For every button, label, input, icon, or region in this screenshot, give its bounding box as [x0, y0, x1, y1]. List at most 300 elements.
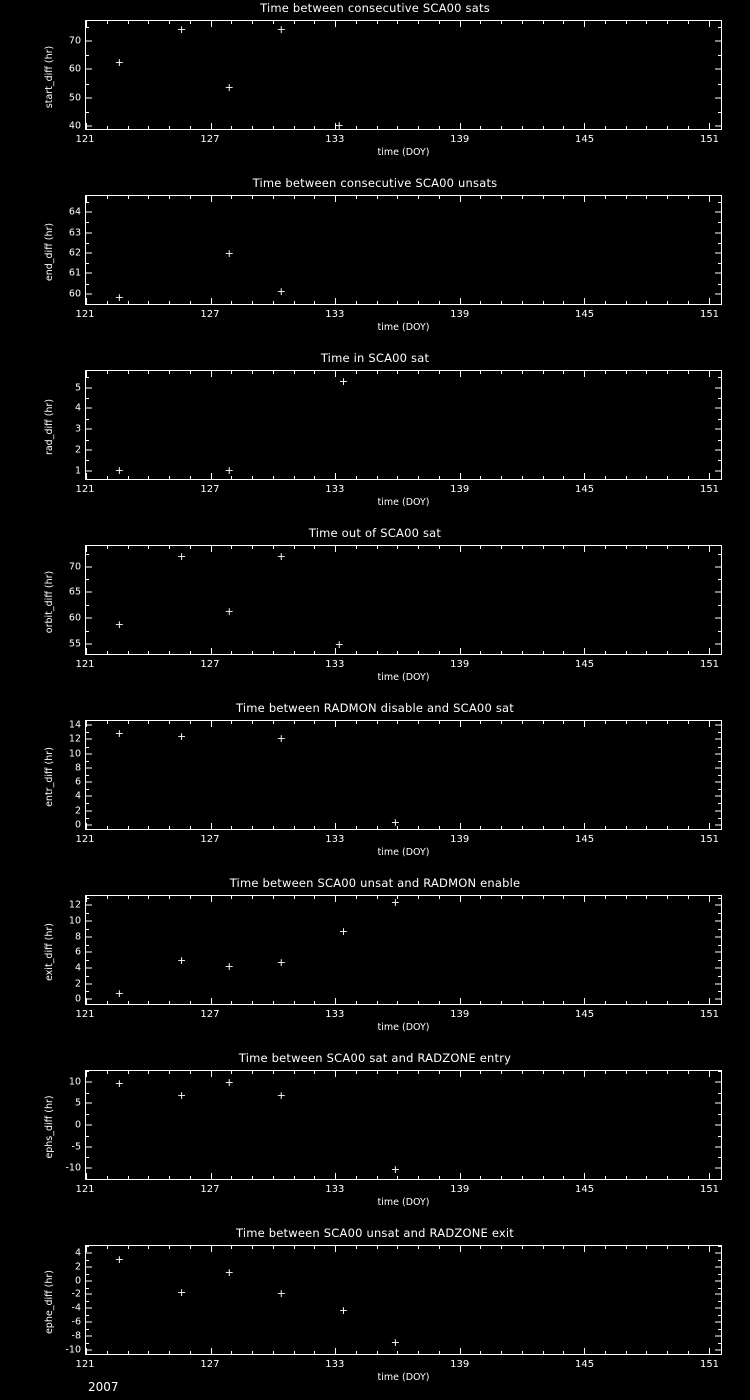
x-axis-minor-tick [231, 21, 232, 24]
data-point-marker [177, 732, 186, 741]
y-axis-tick-mark [715, 40, 721, 41]
x-axis-tick-mark [211, 473, 212, 479]
x-axis-tick-mark [709, 1348, 710, 1354]
x-axis-minor-tick [480, 371, 481, 374]
y-axis-label: orbit_diff (hr) [44, 570, 55, 634]
x-axis-tick-mark [335, 998, 336, 1004]
x-axis-label: time (DOY) [377, 147, 430, 158]
x-axis-minor-tick [646, 21, 647, 24]
y-axis-tick-mark [86, 273, 92, 274]
x-axis-minor-tick [688, 1176, 689, 1179]
x-axis-tick-label: 127 [200, 484, 220, 495]
x-axis-minor-tick [128, 301, 129, 304]
x-axis-tick-mark [584, 298, 585, 304]
y-axis-minor-tick [718, 419, 721, 420]
x-axis-minor-tick [522, 1176, 523, 1179]
x-axis-minor-tick [397, 476, 398, 479]
x-axis-minor-tick [439, 546, 440, 549]
x-axis-minor-tick [273, 126, 274, 129]
x-axis-tick-mark [86, 1173, 87, 1179]
x-axis-tick-label: 127 [200, 309, 220, 320]
x-axis-minor-tick [231, 126, 232, 129]
x-axis-minor-tick [480, 476, 481, 479]
figure-year-label: 2007 [88, 1380, 119, 1394]
x-axis-minor-tick [148, 301, 149, 304]
x-axis-minor-tick [356, 1001, 357, 1004]
y-axis-minor-tick [718, 1179, 721, 1180]
x-axis-minor-tick [543, 1246, 544, 1249]
y-axis-tick-label: 1 [74, 465, 81, 477]
x-axis-minor-tick [107, 896, 108, 899]
x-axis-tick-label: 151 [699, 1009, 720, 1020]
y-axis-tick-mark [715, 1146, 721, 1147]
x-axis-minor-tick [480, 1246, 481, 1249]
data-point-marker [225, 83, 234, 92]
x-axis-minor-tick [522, 301, 523, 304]
x-axis-minor-tick [128, 126, 129, 129]
x-axis-minor-tick [107, 1351, 108, 1354]
y-axis-tick-mark [715, 999, 721, 1000]
x-axis-tick-mark [460, 896, 461, 902]
y-axis-tick-label: 61 [68, 267, 81, 279]
x-axis-minor-tick [231, 1246, 232, 1249]
y-axis-tick-mark [715, 921, 721, 922]
y-axis-tick-mark [715, 293, 721, 294]
x-axis-tick-label: 151 [699, 309, 720, 320]
x-axis-tick-mark [86, 196, 87, 202]
x-axis-minor-tick [667, 196, 668, 199]
chart-panel [0, 1225, 750, 1400]
y-axis-minor-tick [86, 112, 89, 113]
x-axis-minor-tick [667, 826, 668, 829]
y-axis-tick-mark [715, 739, 721, 740]
x-axis-minor-tick [626, 1001, 627, 1004]
x-axis-tick-mark [709, 1173, 710, 1179]
x-axis-minor-tick [190, 126, 191, 129]
y-axis-tick-mark [715, 253, 721, 254]
y-axis-tick-mark [86, 387, 92, 388]
x-axis-minor-tick [667, 1246, 668, 1249]
x-axis-minor-tick [646, 1351, 647, 1354]
x-axis-minor-tick [626, 721, 627, 724]
y-axis-minor-tick [86, 761, 89, 762]
data-point-marker [115, 989, 124, 998]
chart-title: Time between SCA00 unsat and RADMON enable [229, 876, 521, 890]
x-axis-minor-tick [314, 721, 315, 724]
x-axis-minor-tick [563, 1071, 564, 1074]
x-axis-minor-tick [563, 896, 564, 899]
x-axis-minor-tick [273, 301, 274, 304]
x-axis-minor-tick [418, 1071, 419, 1074]
x-axis-tick-mark [584, 1173, 585, 1179]
y-axis-tick-mark [715, 69, 721, 70]
x-axis-tick-label: 127 [200, 659, 220, 670]
x-axis-minor-tick [605, 126, 606, 129]
y-axis-minor-tick [86, 579, 89, 580]
x-axis-minor-tick [148, 196, 149, 199]
plot-area [0, 1066, 750, 1208]
x-axis-minor-tick [252, 1001, 253, 1004]
x-axis-tick-mark [584, 196, 585, 202]
y-axis-tick-mark [86, 1294, 92, 1295]
y-axis-tick-mark [86, 782, 92, 783]
y-axis-tick-mark [715, 1322, 721, 1323]
x-axis-minor-tick [605, 1351, 606, 1354]
y-axis-tick-mark [715, 429, 721, 430]
y-axis-tick-mark [86, 796, 92, 797]
y-axis-tick-label: 4 [74, 1247, 81, 1259]
x-axis-tick-mark [460, 196, 461, 202]
x-axis-minor-tick [563, 1246, 564, 1249]
x-axis-minor-tick [169, 826, 170, 829]
y-axis-tick-mark [715, 1125, 721, 1126]
data-point-marker [277, 1289, 286, 1298]
x-axis-tick-mark [211, 721, 212, 727]
y-axis-tick-label: 5 [74, 1097, 81, 1109]
x-axis-minor-tick [314, 301, 315, 304]
x-axis-tick-mark [709, 546, 710, 552]
x-axis-tick-mark [584, 1246, 585, 1252]
y-axis-minor-tick [86, 929, 89, 930]
x-axis-minor-tick [543, 546, 544, 549]
x-axis-minor-tick [418, 1351, 419, 1354]
y-axis-tick-label: 70 [68, 35, 81, 47]
x-axis-tick-mark [460, 298, 461, 304]
y-axis-minor-tick [718, 761, 721, 762]
x-axis-minor-tick [397, 21, 398, 24]
y-axis-label: start_diff (hr) [44, 45, 55, 109]
x-axis-minor-tick [688, 651, 689, 654]
x-axis-tick-mark [211, 196, 212, 202]
x-axis-minor-tick [418, 1246, 419, 1249]
x-axis-minor-tick [439, 896, 440, 899]
x-axis-minor-tick [294, 1071, 295, 1074]
y-axis-tick-mark [86, 1146, 92, 1147]
x-axis-tick-mark [86, 721, 87, 727]
x-axis-minor-tick [522, 721, 523, 724]
x-axis-minor-tick [294, 896, 295, 899]
x-axis-tick-label: 139 [450, 1359, 470, 1370]
x-axis-minor-tick [439, 301, 440, 304]
x-axis-minor-tick [273, 476, 274, 479]
x-axis-minor-tick [397, 1176, 398, 1179]
y-axis-tick-mark [715, 1280, 721, 1281]
y-axis-tick-label: 10 [68, 1076, 81, 1088]
plot-area [0, 891, 750, 1033]
y-axis-minor-tick [718, 1343, 721, 1344]
y-axis-minor-tick [86, 818, 89, 819]
data-point-marker [225, 1268, 234, 1277]
x-axis-minor-tick [605, 651, 606, 654]
x-axis-minor-tick [252, 721, 253, 724]
y-axis-tick-label: 60 [68, 612, 81, 624]
x-axis-tick-label: 139 [450, 309, 470, 320]
x-axis-tick-label: 145 [575, 1184, 595, 1195]
x-axis-tick-label: 133 [325, 1184, 345, 1195]
x-axis-minor-tick [418, 371, 419, 374]
x-axis-tick-mark [86, 298, 87, 304]
x-axis-tick-mark [709, 721, 710, 727]
x-axis-minor-tick [231, 826, 232, 829]
x-axis-minor-tick [480, 1001, 481, 1004]
y-axis-minor-tick [86, 775, 89, 776]
y-axis-tick-mark [715, 1308, 721, 1309]
x-axis-minor-tick [356, 196, 357, 199]
y-axis-minor-tick [718, 1093, 721, 1094]
x-axis-minor-tick [107, 1001, 108, 1004]
y-axis-minor-tick [86, 1274, 89, 1275]
x-axis-minor-tick [252, 896, 253, 899]
x-axis-minor-tick [377, 301, 378, 304]
y-axis-tick-mark [715, 408, 721, 409]
x-axis-minor-tick [646, 896, 647, 899]
x-axis-minor-tick [480, 826, 481, 829]
x-axis-minor-tick [128, 1246, 129, 1249]
y-axis-tick-label: 6 [74, 946, 81, 958]
y-axis-minor-tick [718, 631, 721, 632]
x-axis-minor-tick [501, 896, 502, 899]
x-axis-minor-tick [563, 1176, 564, 1179]
x-axis-minor-tick [128, 896, 129, 899]
x-axis-tick-label: 121 [75, 1359, 95, 1370]
x-axis-minor-tick [128, 651, 129, 654]
x-axis-tick-mark [86, 1246, 87, 1252]
x-axis-minor-tick [252, 126, 253, 129]
x-axis-minor-tick [294, 476, 295, 479]
x-axis-minor-tick [294, 721, 295, 724]
data-point-marker [177, 25, 186, 34]
x-axis-minor-tick [543, 1351, 544, 1354]
x-axis-minor-tick [563, 196, 564, 199]
y-axis-tick-mark [86, 1125, 92, 1126]
data-point-marker [225, 1078, 234, 1087]
x-axis-minor-tick [667, 21, 668, 24]
x-axis-minor-tick [148, 1176, 149, 1179]
y-axis-tick-mark [715, 1266, 721, 1267]
axes-frame [68, 719, 722, 831]
x-axis-tick-label: 139 [450, 1009, 470, 1020]
data-point-marker [177, 1091, 186, 1100]
x-axis-tick-label: 133 [325, 659, 345, 670]
x-axis-minor-tick [397, 301, 398, 304]
x-axis-minor-tick [356, 1176, 357, 1179]
x-axis-minor-tick [294, 1246, 295, 1249]
y-axis-minor-tick [86, 945, 89, 946]
x-axis-minor-tick [252, 301, 253, 304]
x-axis-minor-tick [190, 371, 191, 374]
x-axis-tick-label: 145 [575, 659, 595, 670]
x-axis-minor-tick [480, 21, 481, 24]
x-axis-minor-tick [190, 1071, 191, 1074]
plot-area [0, 16, 750, 158]
axes-frame [65, 1070, 722, 1180]
x-axis-minor-tick [543, 21, 544, 24]
y-axis-label: exit_diff (hr) [44, 923, 55, 981]
y-axis-minor-tick [718, 976, 721, 977]
data-point-marker [277, 552, 286, 561]
y-axis-minor-tick [718, 1246, 721, 1247]
y-axis-minor-tick [86, 243, 89, 244]
x-axis-minor-tick [169, 1246, 170, 1249]
x-axis-minor-tick [439, 126, 440, 129]
y-axis-tick-mark [86, 983, 92, 984]
x-axis-minor-tick [501, 1176, 502, 1179]
x-axis-minor-tick [522, 1351, 523, 1354]
x-axis-minor-tick [480, 1176, 481, 1179]
y-axis-tick-mark [715, 767, 721, 768]
x-axis-minor-tick [439, 651, 440, 654]
x-axis-tick-mark [584, 648, 585, 654]
y-axis-tick-mark [715, 1103, 721, 1104]
y-axis-label: ephe_diff (hr) [44, 1269, 55, 1335]
y-axis-minor-tick [718, 112, 721, 113]
y-axis-tick-mark [715, 905, 721, 906]
y-axis-label: ephs_diff (hr) [44, 1095, 55, 1159]
x-axis-minor-tick [626, 826, 627, 829]
y-axis-tick-mark [86, 449, 92, 450]
y-axis-label: entr_diff (hr) [44, 747, 55, 807]
x-axis-tick-mark [460, 721, 461, 727]
y-axis-tick-mark [86, 69, 92, 70]
x-axis-minor-tick [397, 196, 398, 199]
y-axis-minor-tick [718, 945, 721, 946]
y-axis-minor-tick [718, 960, 721, 961]
x-axis-label: time (DOY) [377, 1372, 430, 1383]
x-axis-tick-mark [86, 648, 87, 654]
data-point-marker [177, 1288, 186, 1297]
x-axis-tick-mark [460, 546, 461, 552]
x-axis-tick-label: 121 [75, 309, 95, 320]
x-axis-tick-mark [709, 648, 710, 654]
y-axis-tick-mark [86, 40, 92, 41]
x-axis-minor-tick [605, 476, 606, 479]
x-axis-minor-tick [252, 826, 253, 829]
x-axis-minor-tick [501, 301, 502, 304]
x-axis-minor-tick [107, 196, 108, 199]
x-axis-minor-tick [605, 371, 606, 374]
data-point-marker [335, 121, 344, 130]
x-axis-minor-tick [252, 21, 253, 24]
x-axis-minor-tick [646, 371, 647, 374]
x-axis-minor-tick [356, 896, 357, 899]
data-point-marker [115, 293, 124, 302]
x-axis-minor-tick [543, 196, 544, 199]
y-axis-minor-tick [718, 263, 721, 264]
x-axis-minor-tick [190, 1001, 191, 1004]
axes-frame [68, 895, 722, 1005]
x-axis-tick-label: 139 [450, 484, 470, 495]
x-axis-minor-tick [356, 1351, 357, 1354]
x-axis-minor-tick [563, 126, 564, 129]
y-axis-tick-mark [715, 273, 721, 274]
x-axis-minor-tick [626, 21, 627, 24]
x-axis-minor-tick [148, 546, 149, 549]
x-axis-tick-label: 133 [325, 484, 345, 495]
x-axis-minor-tick [231, 651, 232, 654]
x-axis-minor-tick [688, 196, 689, 199]
x-axis-minor-tick [169, 721, 170, 724]
x-axis-minor-tick [314, 896, 315, 899]
x-axis-minor-tick [356, 651, 357, 654]
x-axis-tick-label: 145 [575, 309, 595, 320]
y-axis-tick-mark [715, 967, 721, 968]
x-axis-minor-tick [294, 371, 295, 374]
y-axis-minor-tick [718, 775, 721, 776]
y-axis-tick-label: 40 [68, 120, 81, 132]
x-axis-minor-tick [190, 721, 191, 724]
chart-title: Time in SCA00 sat [320, 351, 430, 365]
x-axis-minor-tick [563, 721, 564, 724]
x-axis-minor-tick [273, 371, 274, 374]
x-axis-tick-mark [709, 1071, 710, 1077]
x-axis-minor-tick [543, 301, 544, 304]
x-axis-tick-mark [460, 473, 461, 479]
x-axis-tick-label: 151 [699, 484, 720, 495]
x-axis-minor-tick [273, 1246, 274, 1249]
x-axis-minor-tick [356, 476, 357, 479]
x-axis-minor-tick [626, 896, 627, 899]
x-axis-tick-label: 133 [325, 1009, 345, 1020]
x-axis-minor-tick [356, 546, 357, 549]
x-axis-minor-tick [480, 721, 481, 724]
x-axis-minor-tick [377, 1071, 378, 1074]
y-axis-minor-tick [86, 1179, 89, 1180]
x-axis-minor-tick [377, 826, 378, 829]
x-axis-minor-tick [190, 1246, 191, 1249]
x-axis-minor-tick [294, 196, 295, 199]
x-axis-minor-tick [148, 1246, 149, 1249]
x-axis-minor-tick [314, 651, 315, 654]
y-axis-tick-mark [86, 617, 92, 618]
x-axis-tick-mark [335, 1246, 336, 1252]
x-axis-tick-mark [335, 896, 336, 902]
x-axis-minor-tick [128, 21, 129, 24]
x-axis-minor-tick [314, 1176, 315, 1179]
x-axis-tick-mark [709, 298, 710, 304]
y-axis-tick-mark [86, 97, 92, 98]
x-axis-tick-mark [460, 1246, 461, 1252]
x-axis-tick-mark [211, 1348, 212, 1354]
x-axis-tick-label: 127 [200, 134, 220, 145]
y-axis-tick-mark [715, 566, 721, 567]
y-axis-tick-mark [86, 952, 92, 953]
x-axis-minor-tick [314, 1351, 315, 1354]
x-axis-tick-mark [460, 1071, 461, 1077]
x-axis-minor-tick [231, 196, 232, 199]
x-axis-minor-tick [377, 1351, 378, 1354]
y-axis-minor-tick [718, 818, 721, 819]
x-axis-tick-mark [709, 371, 710, 377]
y-axis-minor-tick [718, 898, 721, 899]
x-axis-minor-tick [252, 546, 253, 549]
x-axis-tick-mark [86, 473, 87, 479]
data-point-marker [391, 818, 400, 827]
y-axis-minor-tick [718, 1329, 721, 1330]
x-axis-tick-label: 121 [75, 484, 95, 495]
y-axis-minor-tick [86, 960, 89, 961]
y-axis-minor-tick [718, 913, 721, 914]
x-axis-minor-tick [522, 826, 523, 829]
x-axis-minor-tick [397, 126, 398, 129]
x-axis-minor-tick [273, 896, 274, 899]
y-axis-minor-tick [718, 991, 721, 992]
x-axis-minor-tick [543, 721, 544, 724]
x-axis-minor-tick [501, 1246, 502, 1249]
y-axis-tick-label: -5 [71, 1141, 81, 1153]
y-axis-tick-mark [715, 725, 721, 726]
axes-frame [68, 20, 722, 132]
x-axis-minor-tick [107, 651, 108, 654]
